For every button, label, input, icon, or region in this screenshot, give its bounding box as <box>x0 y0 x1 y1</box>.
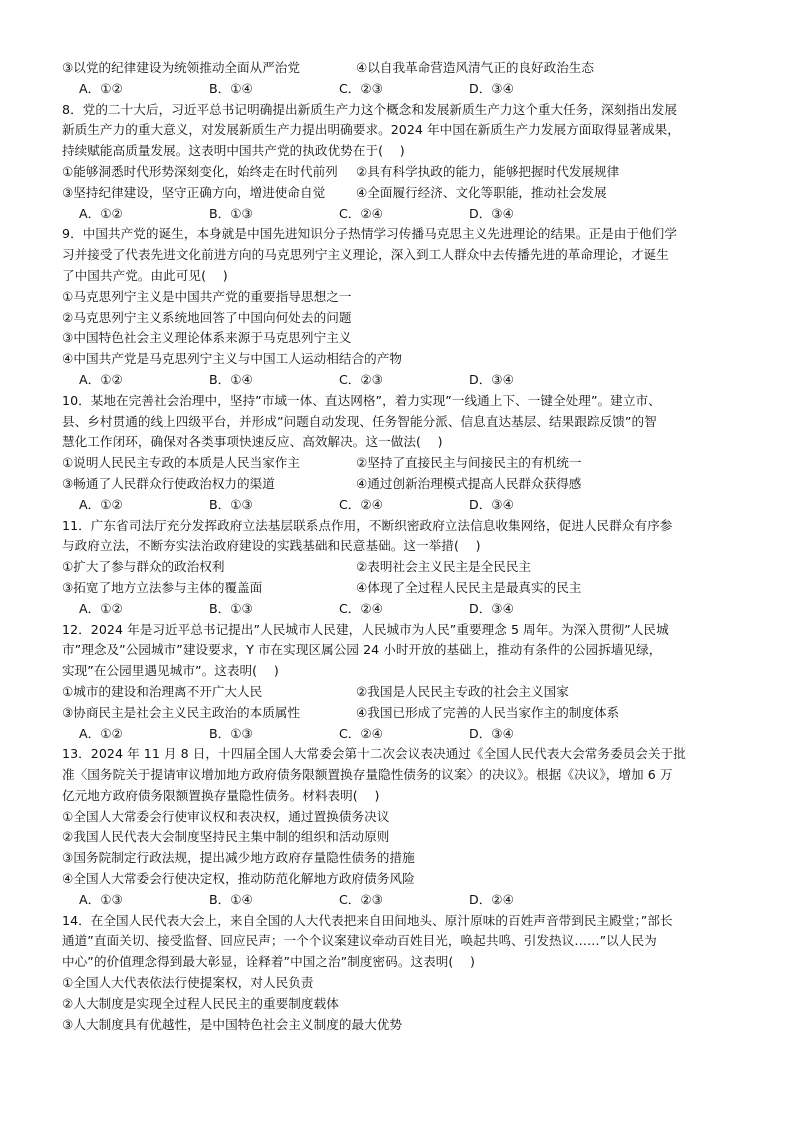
answer-choices <box>62 204 742 225</box>
statement: ②具有科学执政的能力，能够把握时代发展规律 <box>356 163 620 179</box>
statement: ①扩大了参与群众的政治权利 <box>62 559 225 575</box>
question-stem: 新质生产力的重大意义，对发展新质生产力提出明确要求。2024 年中国在新质生产力发展方面取得显著成果， <box>62 122 680 138</box>
choice-d: D．③④ <box>469 205 514 221</box>
question-stem: 14．在全国人民代表大会上，来自全国的人大代表把来自田间地头、原汁原味的百姓声音带到民主殿堂；”部长 <box>62 912 673 928</box>
choice-c: C．②④ <box>339 496 383 512</box>
question-stem: 准〈国务院关于提请审议增加地方政府债务限额置换存量隐性债务的议案〉的决议》。根据《决议》，增加 6 万 <box>62 767 673 783</box>
statement: ①全国人大常委会行使审议权和表决权，通过置换债务决议 <box>62 808 390 824</box>
question-stem: 通道”直面关切、接受监督、回应民声；一个个议案建议牵动百姓目光，唤起共鸣、引发热议……”以人民为 <box>62 933 657 949</box>
question-stem: 慧化工作闭环，确保对各类事项快速反应、高效解决。这一做法( ) <box>62 434 443 450</box>
choice-a: A．①② <box>79 725 123 741</box>
choice-c: C．②③ <box>339 891 383 907</box>
statement: ②表明社会主义民主是全民民主 <box>356 559 532 575</box>
option-pair <box>62 474 742 495</box>
choice-b: B．①③ <box>209 725 253 741</box>
choice-a: A．①② <box>79 80 123 96</box>
statement: ④体现了全过程人民民主是最真实的民主 <box>356 579 582 595</box>
choice-c: C．②④ <box>339 205 383 221</box>
question-stem: 持续赋能高质量发展。这表明中国共产党的执政优势在于( ) <box>62 143 405 159</box>
option-pair <box>62 682 742 703</box>
choice-d: D．③④ <box>469 371 514 387</box>
choice-b: B．①④ <box>209 371 253 387</box>
statement: ②人大制度是实现全过程人民民主的重要制度载体 <box>62 995 339 1011</box>
statement: ①马克思列宁主义是中国共产党的重要指导思想之一 <box>62 288 352 304</box>
question-stem: 中心”的价值理念得到最大彰显，诠释着”中国之治”制度密码。这表明( ) <box>62 954 476 970</box>
answer-choices <box>62 890 742 911</box>
choice-a: A．①② <box>79 600 123 616</box>
choice-a: A．①② <box>79 371 123 387</box>
question-12 <box>62 620 742 745</box>
statement-4: ④以自我革命营造风清气正的良好政治生态 <box>356 60 594 75</box>
choice-a: A．①② <box>79 205 123 221</box>
choice-d: D．③④ <box>469 725 514 741</box>
statement: ④中国共产党是马克思列宁主义与中国工人运动相结合的产物 <box>62 351 403 367</box>
answer-choices <box>62 79 742 100</box>
statement: ③坚持纪律建设，坚守正确方向，增进使命自觉 <box>62 184 326 200</box>
statement: ①能够洞悉时代形势深刻变化，始终走在时代前列 <box>62 163 338 179</box>
question-stem: 11．广东省司法厅充分发挥政府立法基层联系点作用，不断织密政府立法信息收集网络，促进人民群众有序参 <box>62 517 673 533</box>
question-stem: 10．某地在完善社会治理中，坚持”市域一体、直达网格”，着力实现”一线通上下、一键全处理”。建立市、 <box>62 392 661 408</box>
statement: ④全国人大常委会行使决定权，推动防范化解地方政府债务风险 <box>62 871 415 887</box>
statement: ③国务院制定行政法规，提出减少地方政府存量隐性债务的措施 <box>62 850 415 866</box>
question-13 <box>62 744 742 910</box>
statement: ③人大制度具有优越性，是中国特色社会主义制度的最大优势 <box>62 1016 403 1032</box>
statement: ③畅通了人民群众行使政治权力的渠道 <box>62 475 275 491</box>
question-stem: 13．2024 年 11 月 8 日，十四届全国人大常委会第十二次会议表决通过《全国人民代表大会常务委员会关于批 <box>62 746 686 762</box>
option-pair <box>62 703 742 724</box>
question-stem: 县、乡村贯通的线上四级平台，并形成”问题自动发现、任务智能分派、信息直达基层、结果跟踪反馈”的智 <box>62 413 657 429</box>
question-stem: 实现”在公园里遇见城市”。这表明( ) <box>62 663 279 679</box>
question-stem: 12．2024 年是习近平总书记提出”人民城市人民建，人民城市为人民”重要理念 5 周年。为深入贯彻”人民城 <box>62 621 669 637</box>
option-pair <box>62 162 742 183</box>
statement: ④通过创新治理模式提高人民群众获得感 <box>356 475 582 491</box>
option-pair <box>62 58 742 79</box>
choice-d: D．③④ <box>469 600 514 616</box>
choice-d: D．③④ <box>469 80 514 96</box>
choice-c: C．②③ <box>339 371 383 387</box>
exam-page <box>62 58 742 1035</box>
option-pair <box>62 183 742 204</box>
statement: ②马克思列宁主义系统地回答了中国向何处去的问题 <box>62 309 352 325</box>
question-9 <box>62 224 742 390</box>
question-11 <box>62 516 742 620</box>
statement: ①说明人民民主专政的本质是人民当家作主 <box>62 455 300 471</box>
choice-c: C．②④ <box>339 600 383 616</box>
choice-b: B．①④ <box>209 891 253 907</box>
choice-c: C．②③ <box>339 80 383 96</box>
choice-b: B．①③ <box>209 496 253 512</box>
option-pair <box>62 557 742 578</box>
question-stem: 习并接受了代表先进文化前进方向的马克思列宁主义理论，深入到工人群众中去传播先进的革命理论，才诞生 <box>62 247 669 263</box>
statement: ④我国已形成了完善的人民当家作主的制度体系 <box>356 704 620 720</box>
choice-d: D．③④ <box>469 496 514 512</box>
statement: ③拓宽了地方立法参与主体的覆盖面 <box>62 579 263 595</box>
choice-b: B．①③ <box>209 600 253 616</box>
statement: ③中国特色社会主义理论体系来源于马克思列宁主义 <box>62 330 352 346</box>
statement: ①全国人大代表依法行使提案权，对人民负责 <box>62 975 314 991</box>
choice-b: B．①④ <box>209 80 253 96</box>
answer-choices <box>62 724 742 745</box>
question-stem: 与政府立法，不断夯实法治政府建设的实践基础和民意基础。这一举措( ) <box>62 538 481 554</box>
question-stem: 市”理念及”公园城市”建设要求，Y 市在实现区属公园 24 小时开放的基础上，推动有条件的公园拆墙见绿， <box>62 642 662 658</box>
choice-b: B．①③ <box>209 205 253 221</box>
question-8 <box>62 100 742 225</box>
choice-a: A．①② <box>79 496 123 512</box>
question-10 <box>62 391 742 516</box>
question-stem: 亿元地方政府债务限额置换存量隐性债务。材料表明( ) <box>62 787 380 803</box>
option-pair <box>62 578 742 599</box>
question-stem: 9．中国共产党的诞生，本身就是中国先进知识分子热情学习传播马克思主义先进理论的结果。正是由于他们学 <box>62 226 677 242</box>
answer-choices <box>62 370 742 391</box>
choice-c: C．②④ <box>339 725 383 741</box>
question-stem: 8．党的二十大后，习近平总书记明确提出新质生产力这个概念和发展新质生产力这个重大任务，深刻指出发展 <box>62 101 677 117</box>
answer-choices <box>62 495 742 516</box>
statement: ②我国是人民民主专政的社会主义国家 <box>356 683 569 699</box>
choice-d: D．②④ <box>469 891 514 907</box>
question-14 <box>62 911 742 1036</box>
statement-3: ③以党的纪律建设为统领推动全面从严治党 <box>62 60 300 75</box>
statement: ②我国人民代表大会制度坚持民主集中制的组织和活动原则 <box>62 829 390 845</box>
statement: ④全面履行经济、文化等职能，推动社会发展 <box>356 184 607 200</box>
statement: ③协商民主是社会主义民主政治的本质属性 <box>62 704 300 720</box>
option-pair <box>62 453 742 474</box>
choice-a: A．①③ <box>79 891 123 907</box>
statement: ②坚持了直接民主与间接民主的有机统一 <box>356 455 582 471</box>
statement: ①城市的建设和治理离不开广大人民 <box>62 683 263 699</box>
question-stem: 了中国共产党。由此可见( ) <box>62 267 228 283</box>
answer-choices <box>62 599 742 620</box>
